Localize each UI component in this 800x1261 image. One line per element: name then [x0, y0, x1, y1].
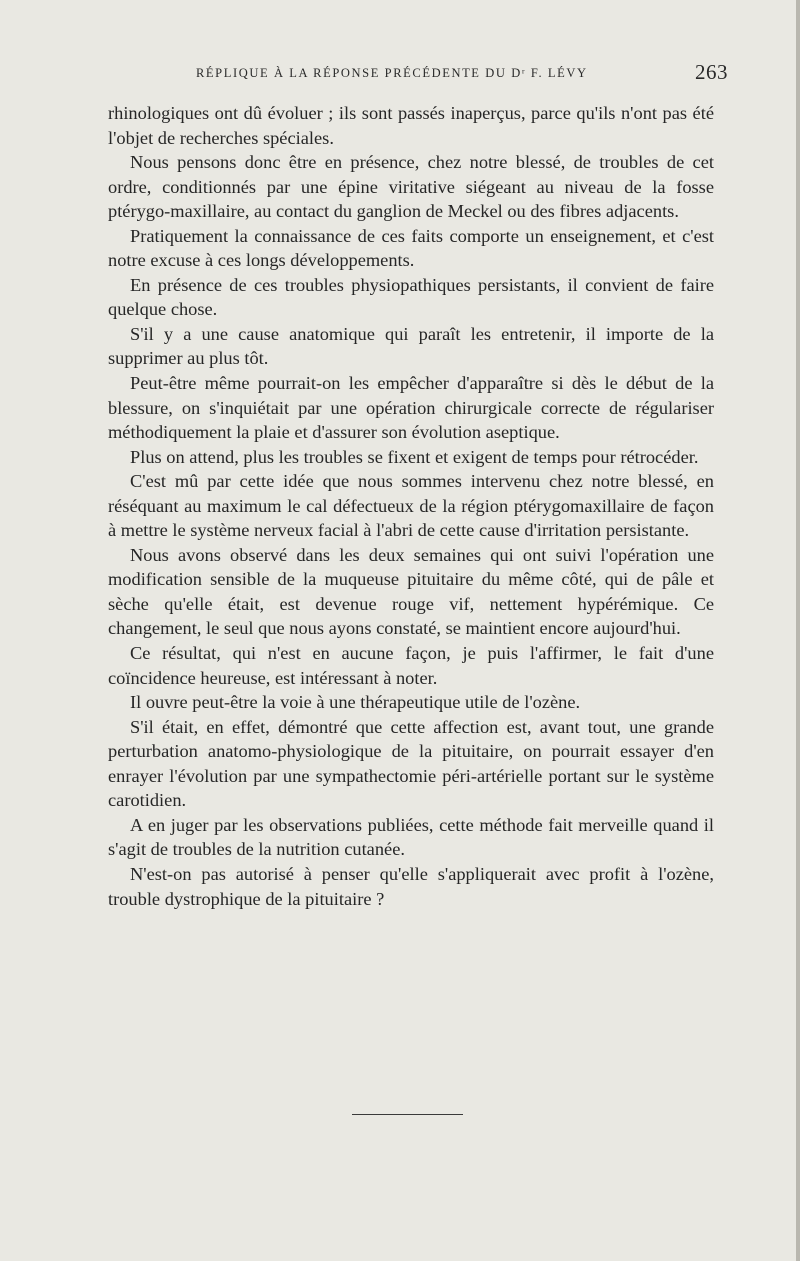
- running-title: RÉPLIQUE À LA RÉPONSE PRÉCÉDENTE DU Dʳ F. LÉVY: [196, 66, 588, 80]
- paragraph-continued: rhinologiques ont dû évoluer ; ils sont passés inaperçus, parce qu'ils n'ont pas été l'objet de recherches spéciales.: [108, 103, 714, 148]
- paragraph: Plus on attend, plus les troubles se fixent et exigent de temps pour rétrocéder.: [130, 446, 699, 467]
- paragraph: En présence de ces troubles physiopathiques persistants, il convient de faire quelque chose.: [108, 274, 714, 320]
- paragraph: Peut-être même pourrait-on les empêcher d'apparaître si dès le début de la blessure, on s'inquiétait par une opération chirurgicale correcte de régulariser méthodiquement la plaie et d'assurer son évolution aseptique.: [108, 373, 714, 443]
- paragraph: C'est mû par cette idée que nous sommes intervenu chez notre blessé, en réséquant au maximum le cal défectueux de la région ptérygomaxillaire de façon à mettre le système nerveux facial à l'abri de cette cause d'irritation persistante.: [108, 471, 714, 541]
- paragraph: Nous avons observé dans les deux semaines qui ont suivi l'opération une modification sensible de la muqueuse pituitaire du même côté, qui de pâle et sèche qu'elle était, est devenue rouge vif, nettement hypérémique. Ce changement, le seul que nous ayons constaté, se maintient encore aujourd'hui.: [108, 544, 714, 639]
- page-number: 263: [695, 60, 728, 84]
- paragraph: Pratiquement la connaissance de ces faits comporte un enseignement, et c'est notre excuse à ces longs développements.: [108, 225, 714, 271]
- body-text: [108, 101, 714, 911]
- paragraph: S'il y a une cause anatomique qui paraît les entretenir, il importe de la supprimer au plus tôt.: [108, 323, 714, 369]
- section-end-rule: [352, 1114, 463, 1115]
- page-header: [108, 60, 728, 86]
- paragraph: Ce résultat, qui n'est en aucune façon, je puis l'affirmer, le fait d'une coïncidence heureuse, est intéressant à noter.: [108, 643, 714, 688]
- paragraph: Il ouvre peut-être la voie à une thérapeutique utile de l'ozène.: [130, 692, 581, 713]
- paragraph: S'il était, en effet, démontré que cette affection est, avant tout, une grande perturbation anatomo-physiologique de la pituitaire, on pourrait essayer d'en enrayer l'évolution par une sympathectomie péri-artérielle portant sur le système carotidien.: [108, 716, 714, 811]
- paragraph: Nous pensons donc être en présence, chez notre blessé, de troubles de cet ordre, conditionnés par une épine viritative siégeant au niveau de la fosse ptérygo-maxillaire, au contact du ganglion de Meckel ou des fibres adjacents.: [108, 152, 714, 222]
- paragraph: A en juger par les observations publiées, cette méthode fait merveille quand il s'agit de troubles de la nutrition cutanée.: [108, 814, 714, 860]
- paragraph: N'est-on pas autorisé à penser qu'elle s'appliquerait avec profit à l'ozène, trouble dystrophique de la pituitaire ?: [108, 863, 714, 909]
